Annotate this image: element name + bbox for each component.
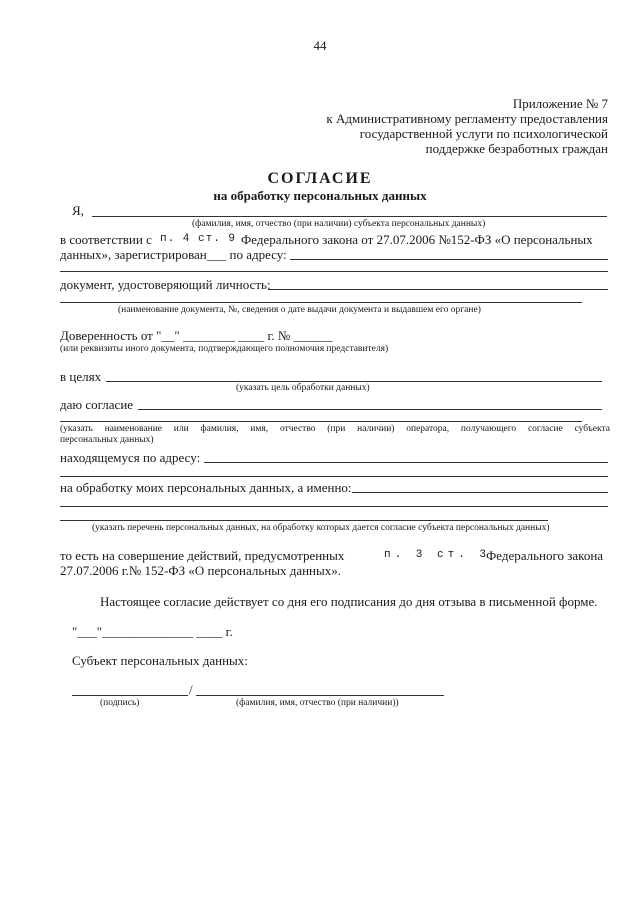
actions-line-2: 27.07.2006 г.№ 152-ФЗ «О персональных данных». [60,563,341,578]
date-field[interactable]: "___"______________ ____ г. [72,624,233,639]
appendix-line-3: государственной услуги по психологической [359,126,608,141]
subject-label: Субъект персональных данных: [72,653,248,668]
address-field-2[interactable] [60,271,608,272]
operator-address-field[interactable] [204,462,608,463]
operator-field-2[interactable] [60,421,582,422]
page-number: 44 [313,38,327,53]
appendix-line-1: Приложение № 7 [512,96,608,111]
hint-list: (указать перечень персональных данных, на обработку которых дается согласие субъекта персональных данных) [92,523,550,533]
address-field[interactable] [290,259,608,260]
hint-operator-2: персональных данных) [60,435,154,445]
fio-field[interactable] [92,216,607,217]
document-field-2[interactable] [60,302,582,303]
signature-field[interactable] [72,695,188,696]
data-list-field[interactable] [352,492,608,493]
hint-fio: (фамилия, имя, отчество (при наличии) субъекта персональных данных) [192,219,486,229]
hint-signature: (подпись) [100,698,140,708]
actions-pre: то есть на совершение действий, предусмотренных [60,548,345,563]
purpose-label: в целях [60,369,102,384]
consent-label: даю согласие [60,397,134,412]
signature-slash: / [189,682,193,697]
registered-label: данных», зарегистрирован___ по адресу: [60,247,287,262]
validity-text: Настоящее согласие действует со дня его подписания до дня отзыва в письменной форме. [100,594,598,609]
document-field[interactable] [268,289,608,290]
hint-purpose: (указать цель обработки данных) [236,383,370,393]
signature-fio-field[interactable] [196,695,444,696]
hint-document: (наименование документа, №, сведения о дате выдачи документа и выдавшем его органе) [118,305,481,315]
document-title: СОГЛАСИЕ [267,170,373,187]
accordance-ref-link[interactable]: п. 4 ст. 9 [160,233,237,245]
hint-operator-1: (указать наименование или фамилия, имя, отчество (при наличии) оператора, получающего согласие субъекта [60,424,610,434]
document-subtitle: на обработку персональных данных [213,188,427,203]
data-list-field-2[interactable] [60,506,608,507]
accordance-pre: в соответствии с [60,232,152,247]
hint-signature-fio: (фамилия, имя, отчество (при наличии)) [236,698,399,708]
accordance-post: Федерального закона от 27.07.2006 №152-ФЗ «О персональных [241,232,593,247]
appendix-line-2: к Административному регламенту предоставления [326,111,608,126]
operator-field[interactable] [138,409,602,410]
actions-post: Федерального закона [486,548,604,563]
poa-label: Доверенность от "__" ________ ____ г. № ______ [60,328,333,343]
located-label: находящемуся по адресу: [60,450,201,465]
hint-poa: (или реквизиты иного документа, подтверждающего полномочия представителя) [60,344,389,354]
actions-ref-link[interactable]: п. 3 ст. 3 [384,549,491,561]
processing-label: на обработку моих персональных данных, а именно: [60,480,352,495]
purpose-field[interactable] [106,381,602,382]
document-label: документ, удостоверяющий личность: [60,277,271,292]
appendix-block [208,96,608,156]
data-list-field-3[interactable] [60,520,548,521]
ya-label: Я, [72,203,84,218]
appendix-line-4: поддержке безработных граждан [425,141,608,156]
operator-address-field-2[interactable] [60,476,608,477]
